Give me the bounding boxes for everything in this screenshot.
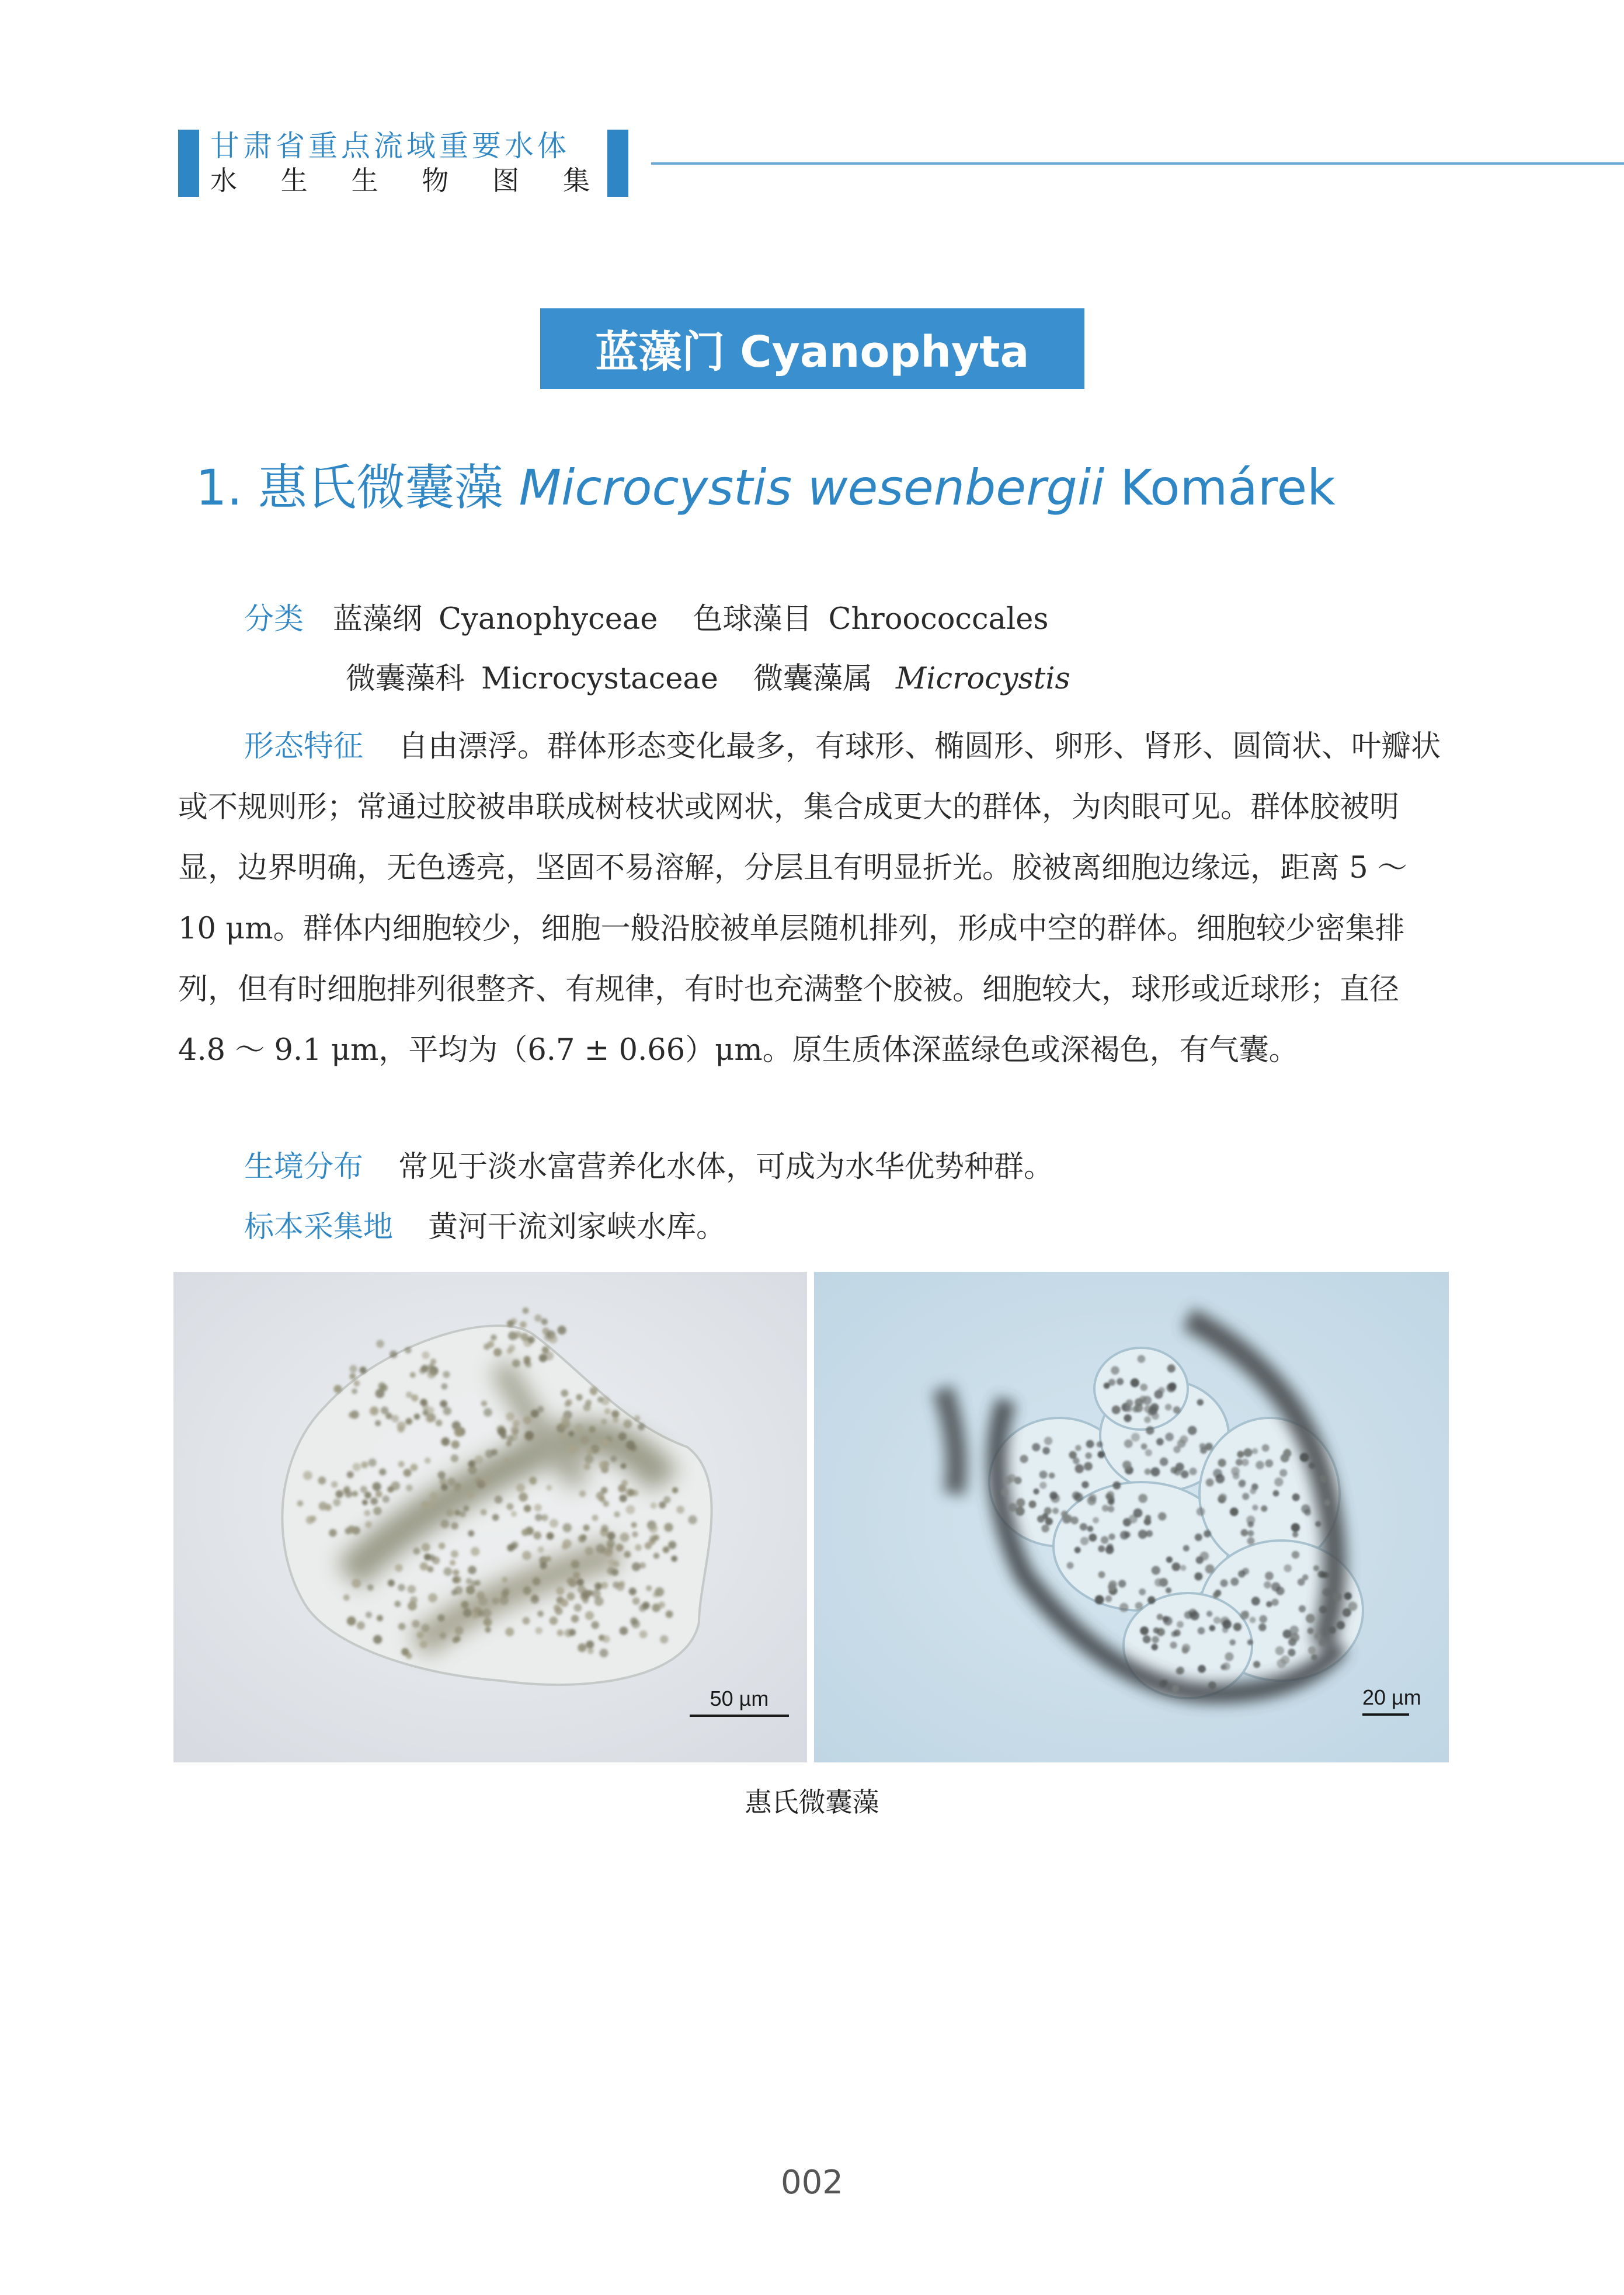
book-subtitle-char: 水 xyxy=(210,165,237,196)
species-chinese-name: 惠氏微囊藻 xyxy=(258,459,503,516)
book-subtitle-char: 生 xyxy=(351,165,378,196)
book-subtitle-char: 集 xyxy=(562,165,590,196)
scale-label-left: 50 µm xyxy=(710,1687,769,1710)
book-subtitle xyxy=(210,165,590,196)
header-rule xyxy=(651,162,1624,165)
morphology-text: 自由漂浮。群体形态变化最多，有球形、椭圆形、卵形、肾形、圆筒状、叶瓣状或不规则形；常通过胶被串联成树枝状或网状，集合成更大的群体，为肉眼可见。群体胶被明显，边界明确，无色透亮，坚固不易溶解，分层且有明显折光。胶被离细胞边缘远，距离 5 ～ 10 μm。群体内细胞较少，细胞一般沿胶被单层随机排列，形成中空的群体。细胞较少密集排列，但有时细胞排列很整齐、有规律，有时也充满整个胶被。细胞较大，球形或近球形；直径 4.8 ～ 9.1 μm，平均为（6.7 ± 0.66）μm。原生质体深蓝绿色或深褐色，有气囊。 xyxy=(178,729,1441,1067)
classification-label: 分类 xyxy=(244,602,304,637)
locality-text: 黄河干流刘家峡水库。 xyxy=(428,1210,726,1244)
scale-line-right xyxy=(1362,1713,1409,1716)
morphology-label: 形态特征 xyxy=(244,729,364,764)
header-accent-bar-left xyxy=(178,130,199,197)
micrograph-right-image xyxy=(814,1272,1449,1762)
scale-label-right: 20 µm xyxy=(1362,1685,1421,1709)
scale-bar-left xyxy=(690,1687,789,1717)
locality-line xyxy=(244,1207,726,1248)
scale-line-left xyxy=(690,1715,789,1717)
book-subtitle-char: 图 xyxy=(492,165,520,196)
family-latin: Microcystaceae xyxy=(481,662,718,696)
phylum-banner: 蓝藻门 Cyanophyta xyxy=(540,308,1084,389)
habitat-line xyxy=(244,1147,1053,1188)
book-subtitle-char: 生 xyxy=(280,165,308,196)
locality-label: 标本采集地 xyxy=(244,1210,394,1244)
habitat-label: 生境分布 xyxy=(244,1150,364,1184)
genus-cn: 微囊藻属 xyxy=(753,662,872,696)
scale-bar-right xyxy=(1362,1685,1421,1716)
morphology-paragraph xyxy=(178,717,1448,1081)
family-cn: 微囊藻科 xyxy=(346,662,465,696)
species-number: 1. xyxy=(196,459,243,516)
class-cn: 蓝藻纲 xyxy=(333,602,423,637)
class-latin: Cyanophyceae xyxy=(439,602,658,637)
book-subtitle-char: 物 xyxy=(422,165,449,196)
classification-line-2 xyxy=(346,659,1070,700)
micrograph-right xyxy=(814,1272,1449,1762)
genus-latin: Microcystis xyxy=(896,662,1070,696)
species-heading xyxy=(196,455,1539,520)
order-latin: Chroococcales xyxy=(828,602,1049,637)
order-cn: 色球藻目 xyxy=(693,602,812,637)
page-number: 002 xyxy=(781,2164,843,2202)
header-accent-bar-right xyxy=(607,130,628,197)
classification-line-1 xyxy=(244,599,1049,640)
species-authority: Komárek xyxy=(1120,459,1336,516)
habitat-text: 常见于淡水富营养化水体，可成为水华优势种群。 xyxy=(398,1150,1054,1184)
figure-caption: 惠氏微囊藻 xyxy=(745,1786,879,1818)
book-title: 甘肃省重点流域重要水体 xyxy=(210,129,570,163)
species-latin-name: Microcystis wesenbergii xyxy=(519,459,1105,516)
